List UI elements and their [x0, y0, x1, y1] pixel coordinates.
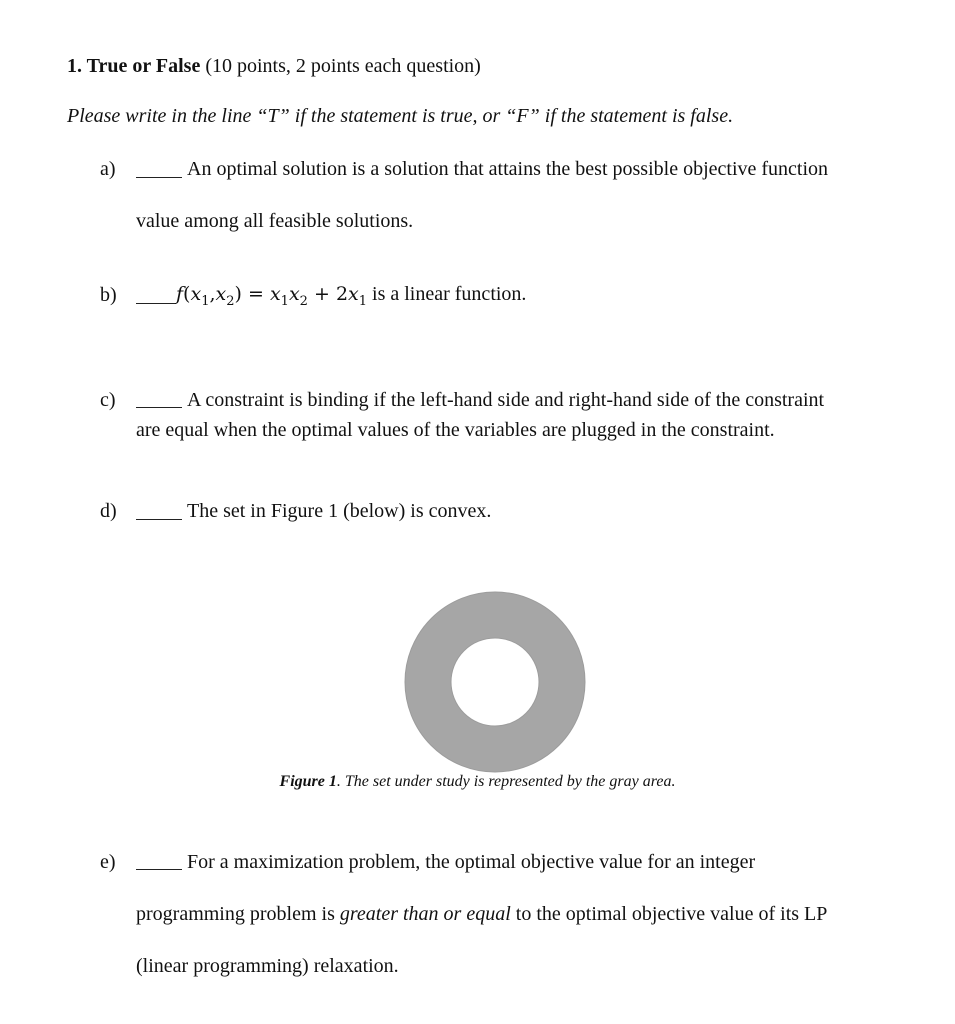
question-e-text-line1: For a maximization problem, the optimal objective value for an integer — [187, 851, 756, 873]
question-d-text: The set in Figure 1 (below) is convex. — [187, 500, 492, 522]
question-d-label: d) — [100, 500, 117, 522]
figure-1-caption-label: Figure 1 — [279, 773, 337, 790]
question-a-answer-blank[interactable] — [136, 161, 182, 184]
question-c-answer-blank[interactable] — [136, 391, 182, 414]
section-title — [67, 55, 481, 78]
question-b-text: is a linear function. — [367, 283, 527, 305]
question-c-text-line1: A constraint is binding if the left-hand side and right-hand side of the constraint — [187, 389, 825, 411]
question-e-text-line2: programming problem is greater than or equal to the optimal objective value of its LP — [136, 903, 828, 925]
question-e-emphasis: greater than or equal — [339, 903, 511, 925]
question-c-text-line2: are equal when the optimal values of the variables are plugged in the constraint. — [136, 419, 775, 441]
question-c-label: c) — [100, 389, 116, 411]
ring-inner-edge — [451, 638, 539, 726]
figure-1-caption — [0, 773, 955, 791]
section-title-bold: 1. True or False — [67, 55, 201, 77]
question-a-text-line1: An optimal solution is a solution that attains the best possible objective function — [187, 158, 829, 180]
question-e-answer-blank[interactable] — [136, 853, 182, 876]
question-e-label: e) — [100, 851, 116, 873]
figure-1-ring — [400, 587, 590, 777]
question-a-label: a) — [100, 158, 116, 180]
question-d-answer-blank[interactable] — [136, 503, 182, 526]
ring-gray-area — [405, 592, 585, 772]
section-title-points: (10 points, 2 points each question) — [200, 55, 481, 77]
question-b-label: b) — [100, 284, 117, 306]
figure-1-caption-text: . The set under study is represented by the gray area. — [336, 773, 676, 790]
question-a-text-line2: value among all feasible solutions. — [136, 210, 414, 232]
instructions: Please write in the line “T” if the statement is true, or “F” if the statement is false. — [67, 105, 734, 127]
question-b-statement — [176, 283, 526, 309]
question-b-formula: $f(x_1,x_2) = x_1x_2 + 2x_1$ — [176, 283, 368, 309]
question-e-text-line3: (linear programming) relaxation. — [136, 955, 399, 977]
question-b-answer-blank[interactable] — [136, 287, 176, 310]
